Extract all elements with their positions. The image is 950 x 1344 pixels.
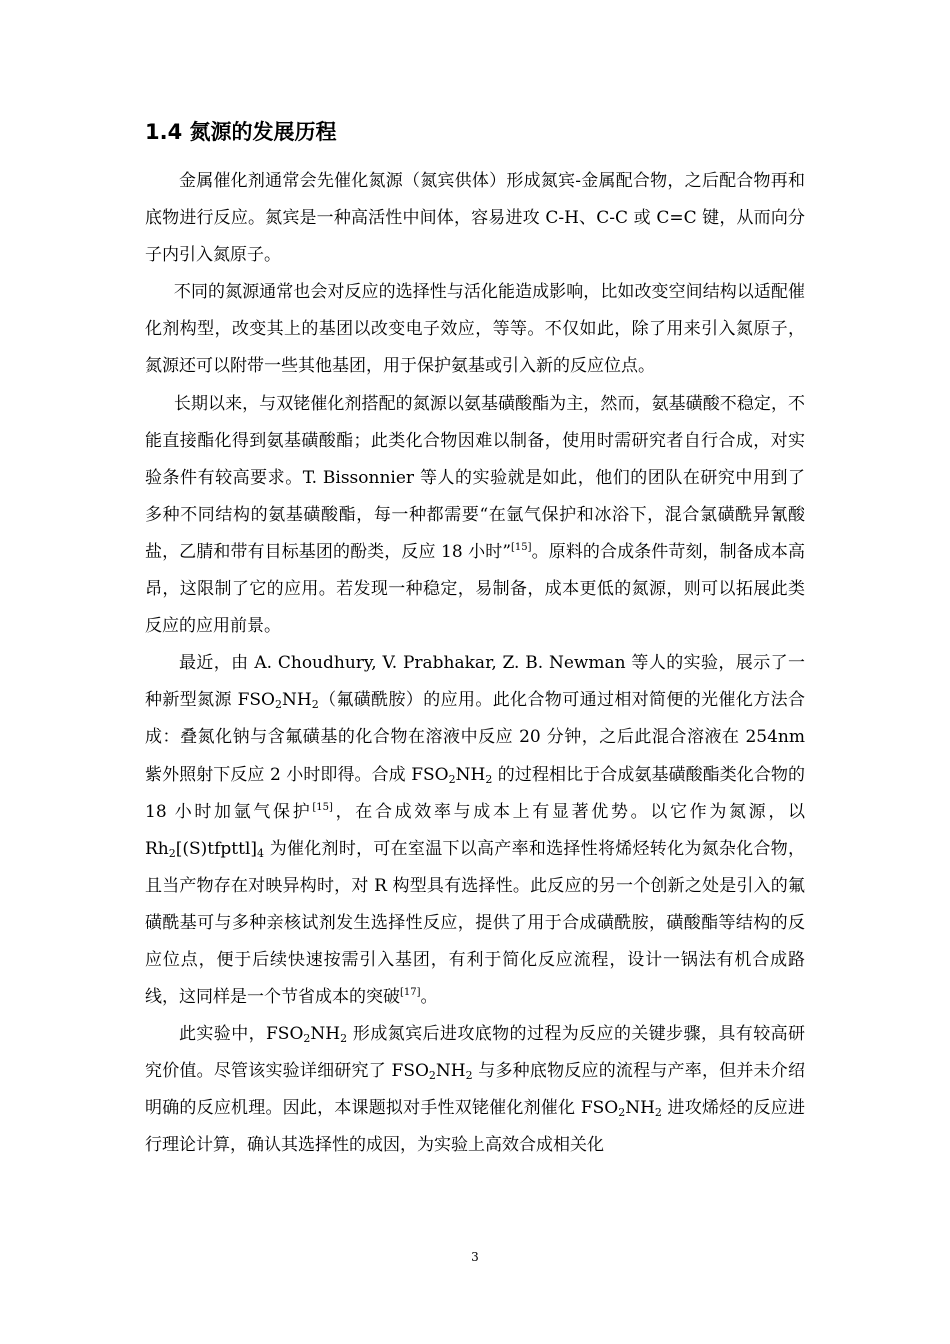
- paragraph-3-text-a: 长期以来，与双铑催化剂搭配的氮源以氨基磺酸酯为主，然而，氨基磺酸不稳定，不能直接酯化得到氨基磺酸酯；此类化合物因难以制备，使用时需研究者自行合成，对实验条件有较高要求。T. Bissonnier 等人的实验就是如此，他们的团队在研究中用到了多种不同结构的氨基磺酸酯，每一种都需要“在氩气保护和冰浴下，混合氯磺酰异氰酸盐，乙腈和带有目标基团的酚类，反应 18 小时”: [145, 393, 805, 562]
- subscript: 4: [257, 846, 265, 860]
- section-title: 氮源的发展历程: [189, 120, 337, 144]
- citation-15: [15]: [511, 541, 532, 553]
- citation-17: [17]: [400, 987, 421, 999]
- subscript: 2: [168, 846, 176, 860]
- subscript: 2: [654, 1106, 662, 1120]
- paragraph-4-text-e: ，在合成效率与成本上有显著优势。以它作为氮源，以 Rh: [145, 801, 806, 859]
- paragraph-5-text-nh: NH: [435, 1061, 466, 1082]
- paragraph-4-text-nh: NH: [455, 764, 486, 785]
- subscript: 2: [303, 1032, 311, 1046]
- citation-15: [15]: [312, 801, 333, 813]
- paragraph-2: 不同的氮源通常也会对反应的选择性与活化能造成影响，比如改变空间结构以适配催化剂构型，改变其上的基团以改变电子效应，等等。不仅如此，除了用来引入氮原子，氮源还可以附带一些其他基团，用于保护氨基或引入新的反应位点。: [145, 282, 805, 377]
- paragraph-4-text-h: 。: [420, 987, 438, 1008]
- paragraph-5-text-a: 此实验中，FSO: [179, 1024, 304, 1045]
- paragraph-1: 金属催化剂通常会先催化氮源（氮宾供体）形成氮宾-金属配合物，之后配合物再和底物进行反应。氮宾是一种高活性中间体，容易进攻 C-H、C-C 或 C=C 键，从而向分子内引入氮原子。: [145, 171, 805, 266]
- paragraph-4: [145, 645, 805, 1016]
- page-number: 3: [471, 1250, 479, 1264]
- subscript: 2: [340, 1032, 348, 1046]
- paragraph-4-text-b: NH: [282, 690, 312, 711]
- subscript: 2: [428, 1069, 436, 1083]
- paragraph-5: [145, 1016, 805, 1164]
- section-heading: [145, 116, 337, 146]
- section-number: 1.4: [145, 120, 183, 144]
- paragraph-5-text-b: 形成氮宾后进攻底物的过程为反应的关键步骤，具有较高研究价值。尽管该实验详细研究了 FSO: [145, 1024, 805, 1082]
- paragraph-4-text-d: 的过程相比于合成氨基磺酸酯类化合物的 18 小时加氩气保护: [145, 764, 806, 822]
- subscript: 2: [275, 698, 282, 712]
- paragraph-5-text-d: 进攻烯烃的反应进行理论计算，确认其选择性的成因，为实验上高效合成相关化: [145, 1098, 805, 1156]
- subscript: 2: [618, 1106, 626, 1120]
- paragraph-3-text-b: 。原料的合成条件苛刻，制备成本高昂，这限制了它的应用。若发现一种稳定，易制备，成本更低的氮源，则可以拓展此类反应的应用前景。: [145, 541, 806, 637]
- paragraph-5-text-nh: NH: [310, 1024, 341, 1045]
- paragraph-4-text-f: [(S)tfpttl]: [175, 838, 258, 859]
- subscript: 2: [465, 1069, 473, 1083]
- subscript: 2: [448, 772, 456, 786]
- paragraph-4-text-g: 为催化剂时，可在室温下以高产率和选择性将烯烃转化为氮杂化合物，且当产物存在对映异构时，对 R 构型具有选择性。此反应的另一个创新之处是引入的氟磺酰基可与多种亲核试剂发生选择性反应，提供了用于合成磺酰胺，磺酸酯等结构的反应位点，便于后续快速按需引入基团，有利于简化反应流程，设计一锅法有机合成路线，这同样是一个节省成本的突破: [145, 838, 805, 1008]
- subscript: 2: [485, 772, 493, 786]
- paragraph-4-text-a: 最近，由 A. Choudhury, V. Prabhakar, Z. B. Newman 等人的实验，展示了一种新型氮源 FSO: [145, 653, 805, 711]
- subscript: 2: [311, 698, 319, 712]
- paragraph-4-text-c: （氟磺酰胺）的应用。此化合物可通过相对简便的光催化方法合成：叠氮化钠与含氟磺基的化合物在溶液中反应 20 分钟，之后此混合溶液在 254nm 紫外照射下反应 2 小时即得。合成 FSO: [145, 690, 805, 785]
- paragraph-5-text-c: 与多种底物反应的流程与产率，但并未介绍明确的反应机理。因此，本课题拟对手性双铑催化剂催化 FSO: [145, 1061, 805, 1119]
- paragraph-3: [145, 386, 805, 646]
- paragraph-5-text-nh: NH: [625, 1098, 655, 1119]
- body-text: [145, 163, 805, 1165]
